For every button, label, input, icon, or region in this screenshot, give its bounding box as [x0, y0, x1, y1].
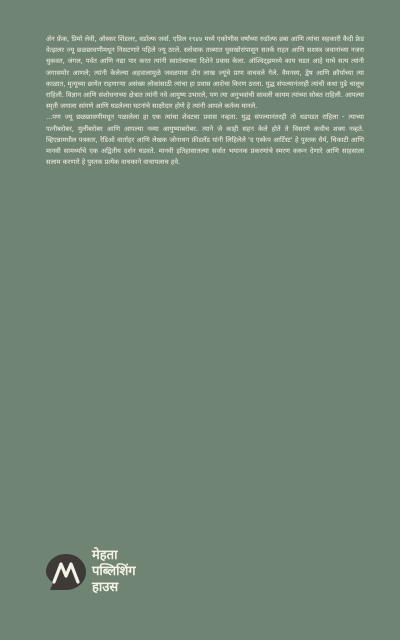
publisher-name-line-1: मेहता	[92, 548, 118, 563]
publisher-block	[44, 548, 244, 608]
publisher-name-line-2: पब्लिशिंग	[92, 564, 136, 579]
blurb-paragraph-2: ...पण ज्यू छळछावणीमधून पळालेला हा एक त्यांचा शेवटचा प्रवास नव्हता. युद्ध संपल्यानंतरही तो धडपडत राहिला - त्याच्या पत्नीबरोबर, मुलींबरोबर आणि आपल्या नव्या आयुष्याबरोबर. त्याने जे काही सहन केले होते ते विसरणे कधीच शक्य नव्हते. व्हिएन्नामधील पत्रकार, रेडिओ वार्ताहर आणि लेखक जोनाथन फ्रीडलँड यांनी लिहिलेले 'द एस्केप आर्टिस्ट' हे पुस्तक धैर्य, चिकाटी आणि मानवी सामर्थ्याचे एक अद्वितीय दर्शन घडवते. मानवी इतिहासातल्या सर्वात भयानक प्रकरणांचे स्मरण करून देणारे आणि साहसाला सलाम करणारे हे पुस्तक प्रत्येक वाचकाने वाचायलाच हवे.	[46, 113, 364, 167]
blurb-paragraph-1: ॲन फ्रँक, प्रिमो लेवी, ऑस्कर शिंडलर, वर्डाल्फ जर्वा. एप्रिल १९४४ मध्ये एकोणीस वर्षांच्या रुडॉल्फ व्रबा आणि त्यांचा सहकारी कैदी फ्रेड वेत्झलर ज्यू छळछावणीमधून निसटणारे पहिले ज्यू ठरले. स्लोवाक ताब्यात घुसखोरांपासून सतर्क राहत आणि सशस्त्र जवानांच्या नजरा चुकवत, जंगल, पर्वत आणि नद्या पार करत त्यांनी स्वातंत्र्याच्या दिशेने प्रवास केला. ऑश्विट्झमध्ये काय घडत आहे याचे सत्य त्यांनी जगासमोर आणले; त्यांनी केलेल्या अहवालामुळे जवळपास दोन लाख ज्यूंचे प्राण वाचवले गेले. वैमनस्य, द्वेष आणि क्रौर्याच्या त्या काळात, मृत्यूच्या छायेत राहणाऱ्या असंख्य लोकांसाठी त्यांचा हा प्रवास आशेचा किरण ठरला. युद्ध संपल्यानंतरही त्यांची कथा पुढे चालूच राहिली. विज्ञान आणि संशोधनाच्या क्षेत्रात त्यांनी नवे आयुष्य उभारले, पण त्या अनुभवांची सावली कायम त्यांच्या सोबत राहिली. आपल्या स्मृती जगाला सांगणे आणि घडलेल्या घटनांचे साक्षीदार होणे हे त्यांनी आपले कर्तव्य मानले.	[46, 35, 364, 111]
blurb-text	[46, 34, 364, 168]
publisher-name	[92, 548, 136, 596]
mehta-m-logo-icon	[44, 552, 88, 592]
publisher-name-line-3: हाउस	[92, 580, 119, 595]
